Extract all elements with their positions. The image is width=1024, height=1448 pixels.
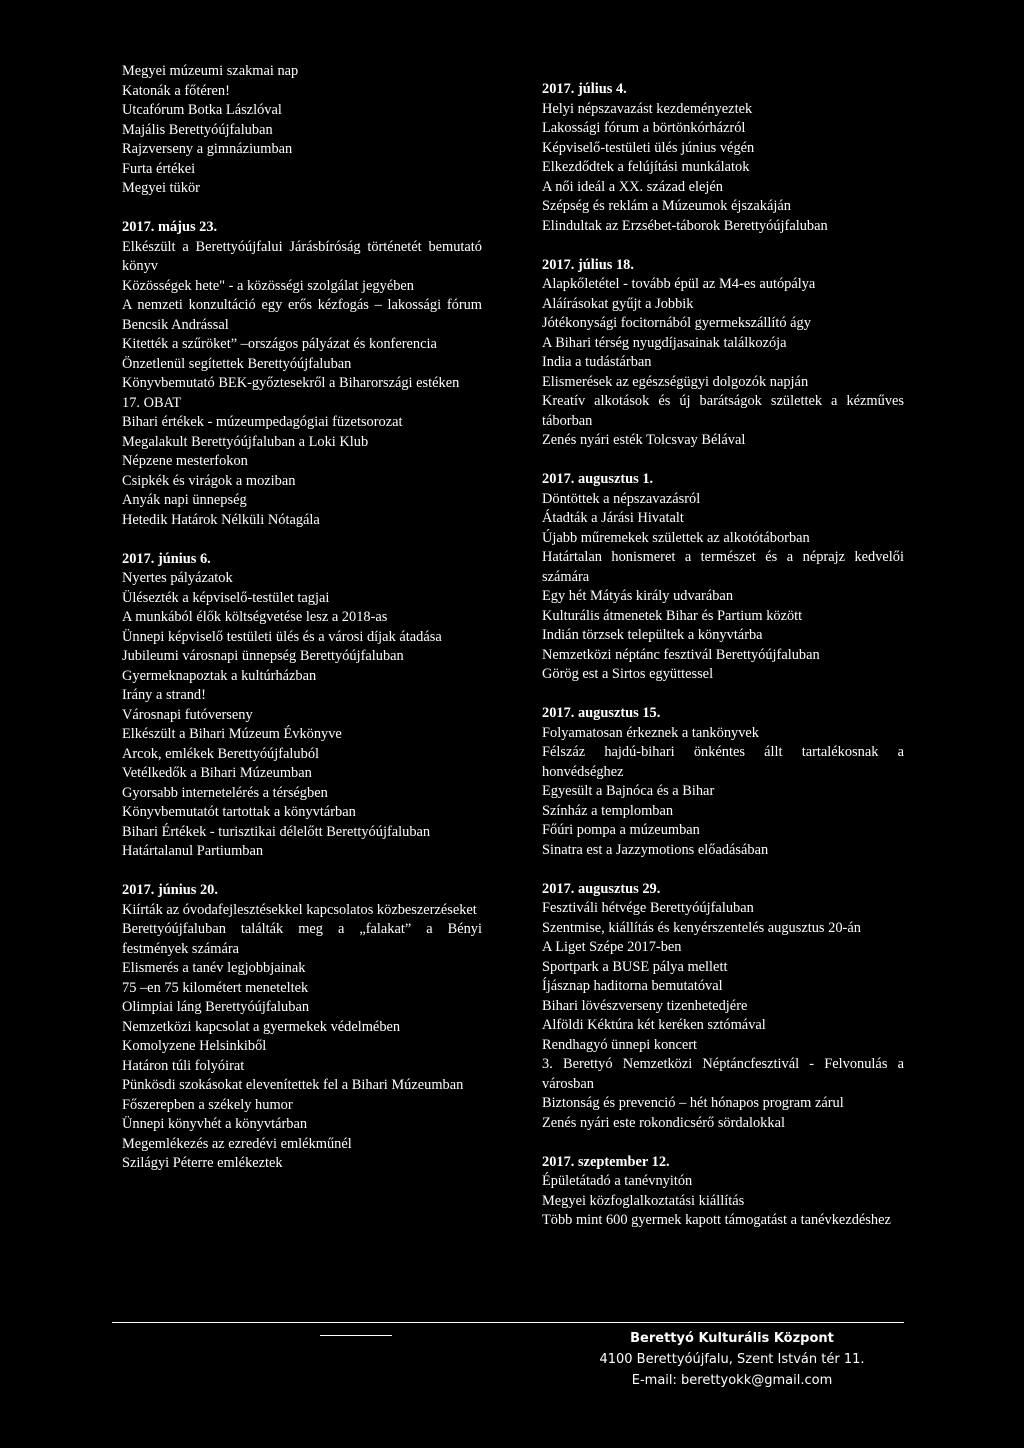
- news-headline: Zenés nyári este rokondicsérő sördalokkal: [542, 1114, 785, 1131]
- left-column: [122, 62, 482, 1193]
- news-headline: Vetélkedők a Bihari Múzeumban: [122, 765, 312, 781]
- news-headline: Ülésezték a képviselő-testület tagjai: [122, 589, 330, 606]
- news-headline: Átadták a Járási Hivatalt: [542, 510, 684, 526]
- news-headline: Könyvbemutatót tartottak a könyvtárban: [122, 804, 356, 820]
- block-date: 2017. június 20.: [122, 882, 218, 898]
- block-date: 2017. augusztus 15.: [542, 705, 661, 721]
- news-headline: 75 –en 75 kilométert meneteltek: [122, 979, 309, 996]
- news-headline: Utcafórum Botka Lászlóval: [122, 102, 282, 118]
- news-headline: Folyamatosan érkeznek a tankönyvek: [542, 724, 759, 741]
- news-block: [542, 704, 904, 860]
- news-headline: Egy hét Mátyás király udvarában: [542, 588, 734, 604]
- news-headline: Városnapi futóverseny: [122, 706, 253, 723]
- news-headline: Szentmise, kiállítás és kenyérszentelés augusztus 20-án: [542, 919, 861, 936]
- news-headline: Elindultak az Erzsébet-táborok Berettyóújfaluban: [542, 217, 828, 234]
- block-date: 2017. szeptember 12.: [542, 1153, 670, 1170]
- news-block: [542, 256, 904, 451]
- news-block: [122, 62, 482, 199]
- news-headline: Hetedik Határok Nélküli Nótagála: [122, 511, 320, 528]
- news-headline: Megyei tükör: [122, 180, 200, 196]
- news-headline: Félszáz hajdú-bihari önkéntes állt tartalékosnak a honvédséghez: [542, 744, 904, 780]
- news-headline: Aláírásokat gyűjt a Jobbik: [542, 295, 694, 312]
- news-headline: Épületátadó a tanévnyitón: [542, 1173, 693, 1189]
- footer-org-name: Berettyó Kulturális Központ: [630, 1331, 834, 1346]
- news-headline: A munkából élők költségvetése lesz a 2018-as: [122, 609, 388, 625]
- news-headline: A nemzeti konzultáció egy erős kézfogás – lakossági fórum Bencsik Andrással: [122, 297, 482, 333]
- news-headline: Ünnepi képviselő testületi ülés és a városi díjak átadása: [122, 628, 442, 645]
- news-headline: Sinatra est a Jazzymotions előadásában: [542, 841, 769, 858]
- block-date: 2017. augusztus 29.: [542, 880, 661, 897]
- news-headline: Elismerés a tanév legjobbjainak: [122, 960, 306, 976]
- news-headline: Elkészült a Berettyóújfalui Járásbíróság történetét bemutató könyv: [122, 238, 482, 274]
- news-headline: Anyák napi ünnepség: [122, 492, 247, 508]
- news-headline: India a tudástárban: [542, 354, 652, 370]
- news-headline: Döntöttek a népszavazásról: [542, 490, 701, 507]
- news-headline: 17. OBAT: [122, 394, 182, 411]
- news-headline: Bihari értékek - múzeumpedagógiai füzetsorozat: [122, 414, 403, 430]
- news-headline: Határon túli folyóirat: [122, 1057, 245, 1074]
- footer-divider: [112, 1322, 904, 1323]
- news-headline: Sportpark a BUSE pálya mellett: [542, 958, 728, 975]
- news-headline: Kulturális átmenetek Bihar és Partium között: [542, 607, 803, 624]
- news-block: [122, 550, 482, 862]
- news-headline: Fesztiváli hétvége Berettyóújfaluban: [542, 900, 754, 916]
- news-headline: A női ideál a XX. század elején: [542, 178, 724, 195]
- news-headline: Megalakult Berettyóújfaluban a Loki Klub: [122, 433, 369, 450]
- news-headline: Színház a templomban: [542, 802, 674, 819]
- news-headline: Önzetlenül segítettek Berettyóújfaluban: [122, 355, 352, 372]
- news-headline: Katonák a főtéren!: [122, 82, 230, 99]
- news-headline: Alapkőletétel - tovább épül az M4-es autópálya: [542, 276, 816, 292]
- news-headline: Alföldi Kéktúra két keréken sztómával: [542, 1017, 766, 1033]
- news-headline: Irány a strand!: [122, 687, 206, 703]
- news-headline: Nyertes pályázatok: [122, 570, 233, 586]
- news-headline: Megyei közfoglalkoztatási kiállítás: [542, 1192, 745, 1209]
- news-headline: Könyvbemutató BEK-győztesekről a Biharországi estéken: [122, 375, 460, 391]
- news-headline: Határtalan honismeret a természet és a néprajz kedvelői számára: [542, 549, 904, 585]
- block-date: 2017. július 18.: [542, 256, 634, 273]
- footer-short-rule: [320, 1335, 392, 1336]
- news-headline: Elkezdődtek a felújítási munkálatok: [542, 159, 750, 175]
- news-block: [122, 218, 482, 530]
- news-block: [122, 881, 482, 1174]
- news-headline: Pünkösdi szokásokat elevenítettek fel a Bihari Múzeumban: [122, 1077, 464, 1093]
- news-headline: Elkészült a Bihari Múzeum Évkönyve: [122, 726, 342, 742]
- news-headline: Íjásznap haditorna bemutatóval: [542, 978, 723, 994]
- news-headline: Egyesült a Bajnócа és a Bihar: [542, 783, 715, 799]
- news-headline: Kiírták az óvodafejlesztésekkel kapcsolatos közbeszerzéseket: [122, 901, 477, 918]
- news-headline: Nemzetközi kapcsolat a gyermekek védelmében: [122, 1018, 401, 1035]
- block-date: 2017. július 4.: [542, 81, 627, 97]
- news-headline: Gyermeknapoztak a kultúrházban: [122, 667, 317, 684]
- footer-email: E-mail: berettyokk@gmail.com: [631, 1373, 833, 1388]
- news-headline: Rajzverseny a gimnáziumban: [122, 141, 293, 157]
- news-headline: Zenés nyári esték Tolcsvay Bélával: [542, 432, 746, 448]
- block-date: 2017. június 6.: [122, 550, 211, 567]
- news-headline: Arcok, emlékek Berettyóújfaluból: [122, 745, 320, 762]
- news-headline: Komolyzene Helsinkiből: [122, 1038, 267, 1054]
- news-headline: A Bihari térség nyugdíjasainak találkozója: [542, 334, 787, 351]
- news-headline: Berettyóújfaluban találták meg a „falakat” a Bényi festmények számára: [122, 921, 482, 957]
- news-headline: Majális Berettyóújfaluban: [122, 121, 273, 138]
- news-headline: Biztonság és prevenció – hét hónapos program zárul: [542, 1095, 844, 1111]
- news-headline: Főúri pompa a múzeumban: [542, 822, 700, 838]
- news-headline: Csipkék és virágok a moziban: [122, 472, 296, 489]
- news-block: [542, 1153, 904, 1231]
- block-date: 2017. augusztus 1.: [542, 471, 654, 487]
- news-headline: Szépség és reklám a Múzeumok éjszakáján: [542, 198, 791, 214]
- news-headline: Újabb műremekek születtek az alkotótáborban: [542, 529, 810, 546]
- news-headline: Képviselő-testületi ülés június végén: [542, 139, 755, 156]
- news-headline: Lakossági fórum a börtönkórházról: [542, 120, 746, 136]
- news-headline: Megemlékezés az ezredévi emlékműnél: [122, 1135, 352, 1152]
- news-headline: Furta értékei: [122, 160, 196, 177]
- news-block: [542, 80, 904, 236]
- news-headline: Megyei múzeumi szakmai nap: [122, 63, 299, 79]
- block-date: 2017. május 23.: [122, 219, 218, 235]
- news-headline: Helyi népszavazást kezdeményeztek: [542, 100, 753, 117]
- news-headline: Népzene mesterfokon: [122, 453, 248, 469]
- news-block: [542, 470, 904, 685]
- news-headline: Több mint 600 gyermek kapott támogatást a tanévkezdéshez: [542, 1212, 891, 1228]
- news-headline: Indián törzsek települtek a könyvtárba: [542, 627, 763, 643]
- news-headline: Jubileumi városnapi ünnepség Berettyóújfaluban: [122, 648, 404, 664]
- news-headline: Bihari Értékek - turisztikai délelőtt Berettyóújfaluban: [122, 823, 431, 840]
- news-headline: Kreatív alkotások és új barátságok születtek a kézműves táborban: [542, 393, 904, 429]
- news-headline: Görög est a Sirtos együttessel: [542, 666, 714, 682]
- right-column: [542, 80, 904, 1250]
- news-headline: A Liget Szépe 2017-ben: [542, 939, 682, 955]
- footer: [560, 1328, 904, 1391]
- news-headline: Kitették a szűröket” –országos pályázat és konferencia: [122, 336, 437, 352]
- news-headline: Közösségek hete" - a közösségi szolgálat jegyében: [122, 277, 414, 294]
- footer-address: 4100 Berettyóújfalu, Szent István tér 11.: [599, 1352, 865, 1367]
- news-block: [542, 880, 904, 1134]
- news-headline: Elismerések az egészségügyi dolgozók napján: [542, 373, 809, 390]
- news-headline: Olimpiai láng Berettyóújfaluban: [122, 999, 310, 1015]
- news-headline: Ünnepi könyvhét a könyvtárban: [122, 1116, 308, 1132]
- news-headline: Főszerepben a székely humor: [122, 1096, 293, 1113]
- news-headline: Rendhagyó ünnepi koncert: [542, 1036, 698, 1053]
- news-headline: 3. Berettyó Nemzetközi Néptáncfesztivál - Felvonulás a városban: [542, 1056, 904, 1092]
- news-headline: Bihari lövészverseny tizenhetedjére: [542, 997, 748, 1014]
- news-headline: Jótékonysági focitornából gyermekszállító ágy: [542, 315, 811, 331]
- news-headline: Gyorsabb internetelérés a térségben: [122, 784, 328, 801]
- news-headline: Szilágyi Péterre emlékeztek: [122, 1155, 283, 1171]
- news-headline: Határtalanul Partiumban: [122, 843, 264, 859]
- news-headline: Nemzetközi néptánc fesztivál Berettyóújfaluban: [542, 646, 820, 663]
